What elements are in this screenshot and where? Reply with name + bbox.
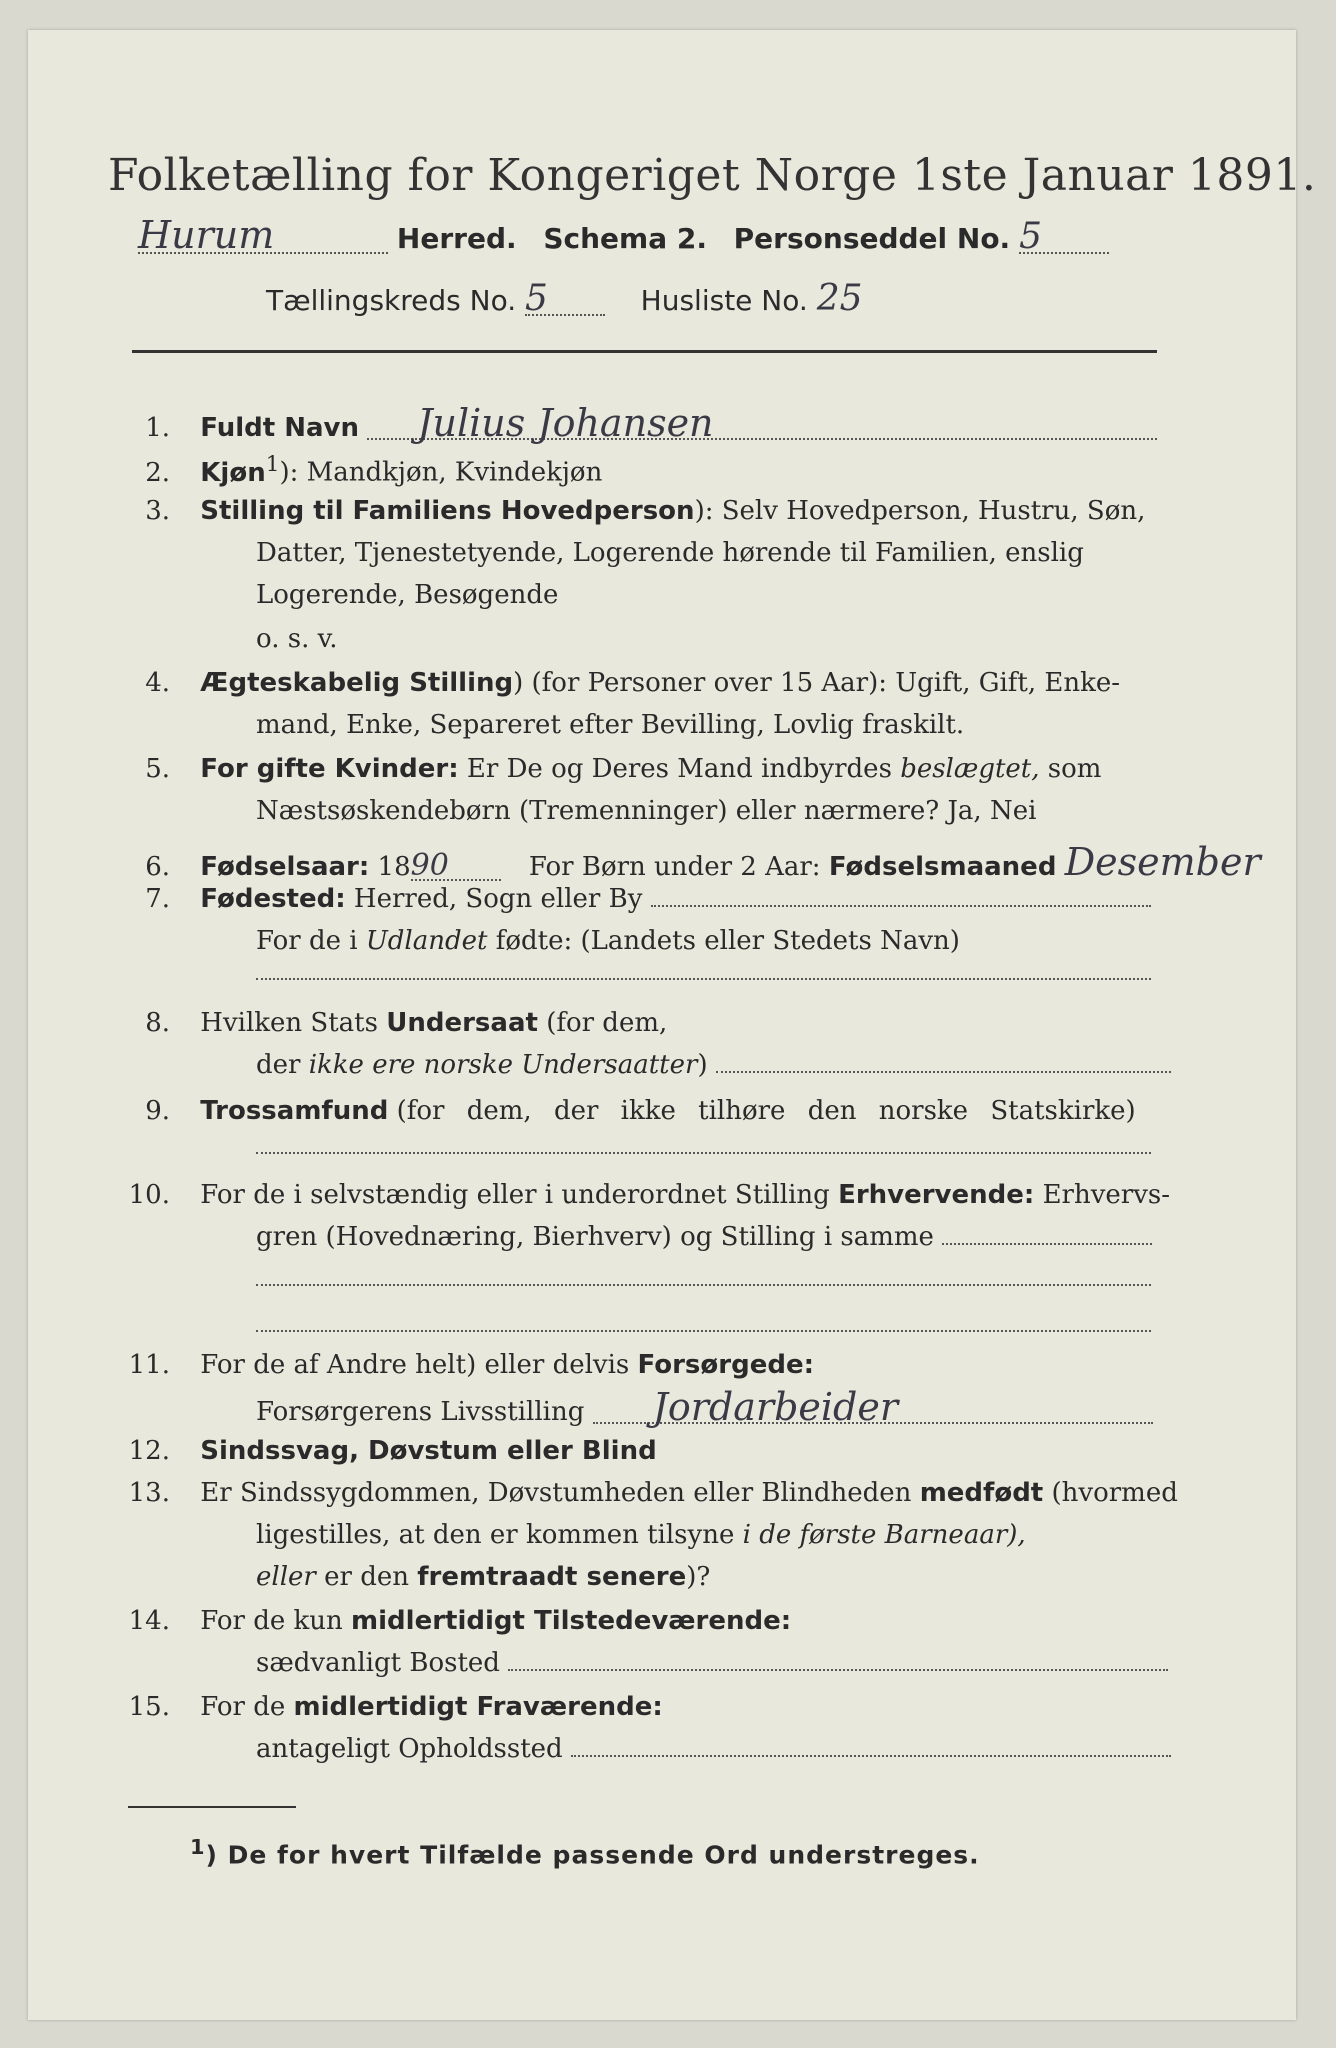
item-14-line-2 bbox=[256, 1648, 1168, 1678]
item-3 bbox=[110, 496, 1145, 526]
birth-year-value: 90 bbox=[411, 853, 501, 881]
birthplace-options: Herred, Sogn eller By bbox=[353, 884, 643, 914]
item-12 bbox=[110, 1436, 657, 1466]
item-number: 13. bbox=[128, 1478, 170, 1508]
kreds-value: 5 bbox=[525, 284, 605, 316]
item-number: 14. bbox=[128, 1606, 170, 1636]
birth-year-label: Fødselsaar: bbox=[200, 852, 370, 882]
item-13-line-2 bbox=[256, 1520, 1026, 1550]
presumed-residence-line bbox=[571, 1755, 1171, 1757]
abroad-answer-line bbox=[256, 978, 1151, 980]
birth-month-intro: For Børn under 2 Aar: bbox=[528, 852, 821, 882]
supported-text-mid: ) eller delvis bbox=[466, 1350, 630, 1380]
supported-label: Forsørgede: bbox=[637, 1350, 814, 1380]
header-rule bbox=[132, 350, 1157, 353]
form-title: Folketælling for Kongeriget Norge 1ste Januar 1891. bbox=[108, 150, 1317, 201]
birthplace-label: Fødested: bbox=[200, 884, 346, 914]
congenital-text-2: ligestilles, at den er kommen tilsyne bbox=[256, 1520, 735, 1550]
item-11 bbox=[110, 1350, 814, 1380]
occupation-line bbox=[942, 1243, 1152, 1245]
sex-options: ): Mandkjøn, Kvindekjøn bbox=[279, 457, 603, 488]
item-10-line-2 bbox=[256, 1222, 1152, 1252]
occupation-answer-line-2 bbox=[256, 1330, 1151, 1332]
congenital-text-end: (hvormed bbox=[1051, 1478, 1178, 1508]
family-position-options-4: o. s. v. bbox=[256, 624, 338, 654]
item-10 bbox=[110, 1180, 1170, 1210]
item-4 bbox=[110, 668, 1120, 698]
provider-occupation-value: Jordarbeider bbox=[593, 1392, 1153, 1424]
footnote-rule bbox=[128, 1806, 296, 1808]
item-7-line-2 bbox=[256, 926, 960, 956]
abroad-text: For de i bbox=[256, 926, 358, 956]
header-line-1 bbox=[138, 213, 1109, 257]
congenital-italic: i de første Barneaar), bbox=[742, 1520, 1026, 1550]
citizenship-text-end: (for dem, bbox=[546, 1008, 668, 1038]
usual-residence-label: sædvanligt Bosted bbox=[256, 1648, 500, 1678]
item-number: 4. bbox=[145, 668, 170, 698]
item-number: 7. bbox=[145, 884, 170, 914]
item-number: 8. bbox=[145, 1008, 170, 1038]
full-name-value: Julius Johansen bbox=[367, 408, 1157, 440]
citizenship-italic: ikke ere norske Undersaatter bbox=[308, 1050, 698, 1080]
married-women-text-2: Næstsøskendebørn (Tremenninger) eller nærmere? Ja, Nei bbox=[256, 796, 1037, 826]
item-13 bbox=[110, 1478, 1178, 1508]
item-11-line-2 bbox=[256, 1385, 1153, 1429]
congenital-text-3: er den bbox=[324, 1562, 409, 1592]
item-number: 6. bbox=[145, 852, 170, 882]
citizenship-label: Undersaat bbox=[386, 1008, 538, 1038]
item-1 bbox=[110, 401, 1157, 445]
item-number: 2. bbox=[145, 457, 170, 488]
item-number: 11. bbox=[128, 1350, 170, 1380]
disability-label: Sindssvag, Døvstum eller Blind bbox=[200, 1436, 657, 1466]
header-line-2 bbox=[266, 278, 863, 319]
birthplace-line bbox=[651, 905, 1151, 907]
footnote-text: ) De for hvert Tilfælde passende Ord understreges. bbox=[205, 1840, 980, 1870]
temporary-absent-text: For de bbox=[200, 1692, 286, 1722]
congenital-italic-2: eller bbox=[256, 1562, 316, 1592]
herred-label: Herred. bbox=[396, 222, 517, 255]
item-8 bbox=[110, 1008, 667, 1038]
item-7 bbox=[110, 884, 1151, 914]
item-15 bbox=[110, 1692, 663, 1722]
citizenship-line bbox=[716, 1071, 1171, 1073]
congenital-text: Er Sindssygdommen, Døvstumheden eller Blindheden bbox=[200, 1478, 912, 1508]
family-position-label: Stilling til Familiens Hovedperson bbox=[200, 496, 695, 526]
occupation-text: For de i selvstændig eller i underordnet Stilling bbox=[200, 1180, 830, 1210]
kreds-label: Tællingskreds No. bbox=[266, 284, 517, 317]
family-position-options: ): Selv Hovedperson, Hustru, Søn, bbox=[694, 496, 1146, 526]
footnote-ref: 1 bbox=[265, 452, 280, 477]
item-number: 12. bbox=[128, 1436, 170, 1466]
married-women-text-end: som bbox=[1047, 754, 1102, 784]
herred-value: Hurum bbox=[138, 218, 388, 254]
item-9 bbox=[110, 1096, 1136, 1126]
marital-status-label: Ægteskabelig Stilling bbox=[200, 668, 514, 698]
husliste-value: 25 bbox=[816, 278, 863, 319]
temporary-absent-label: midlertidigt Fraværende: bbox=[293, 1692, 663, 1722]
item-15-line-2 bbox=[256, 1734, 1171, 1764]
temporary-present-text: For de kun bbox=[200, 1606, 343, 1636]
item-number: 9. bbox=[145, 1096, 170, 1126]
marital-status-options-2: mand, Enke, Separeret efter Bevilling, Lovlig fraskilt. bbox=[256, 710, 965, 740]
temporary-present-label: midlertidigt Tilstedeværende: bbox=[351, 1606, 792, 1636]
item-number: 3. bbox=[145, 496, 170, 526]
item-6 bbox=[110, 840, 1261, 884]
congenital-text-end-3: )? bbox=[686, 1562, 711, 1592]
presumed-residence-label: antageligt Opholdssted bbox=[256, 1734, 563, 1764]
item-2 bbox=[110, 452, 602, 488]
full-name-label: Fuldt Navn bbox=[200, 413, 360, 443]
item-number: 5. bbox=[145, 754, 170, 784]
occupation-label: Erhvervende: bbox=[838, 1180, 1035, 1210]
later-onset-label: fremtraadt senere bbox=[417, 1562, 687, 1592]
abroad-text-end: fødte: (Landets eller Stedets Navn) bbox=[495, 926, 960, 956]
family-position-options-3: Logerende, Besøgende bbox=[256, 580, 559, 610]
citizenship-text-2: der bbox=[256, 1050, 301, 1080]
footnote bbox=[190, 1835, 980, 1869]
item-8-line-2: der ikke ere norske Undersaatter) bbox=[256, 1050, 1171, 1080]
occupation-text-end: Erhvervs- bbox=[1042, 1180, 1171, 1210]
birth-month-value: Desember bbox=[1064, 840, 1261, 884]
religion-text: (for dem, der ikke tilhøre den norske Statskirke) bbox=[396, 1096, 1136, 1126]
item-5 bbox=[110, 754, 1101, 784]
personseddel-label: Personseddel No. bbox=[733, 222, 1011, 255]
religion-label: Trossamfund bbox=[200, 1096, 389, 1126]
personseddel-value: 5 bbox=[1019, 222, 1109, 254]
footnote-mark: 1 bbox=[190, 1835, 206, 1859]
married-women-text: Er De og Deres Mand indbyrdes bbox=[466, 754, 892, 784]
item-number: 10. bbox=[128, 1180, 170, 1210]
family-position-options-2: Datter, Tjenestetyende, Logerende hørende til Familien, enslig bbox=[256, 538, 1084, 568]
marital-status-options: ) (for Personer over 15 Aar): Ugift, Gift, Enke- bbox=[513, 668, 1121, 698]
item-number: 15. bbox=[128, 1692, 170, 1722]
married-women-label: For gifte Kvinder: bbox=[200, 754, 459, 784]
citizenship-text: Hvilken Stats bbox=[200, 1008, 378, 1038]
usual-residence-line bbox=[508, 1669, 1168, 1671]
provider-occupation-label: Forsørgerens Livsstilling bbox=[256, 1397, 585, 1427]
item-14 bbox=[110, 1606, 791, 1636]
schema-label: Schema 2. bbox=[543, 222, 707, 255]
birth-year-prefix: 18 bbox=[377, 852, 411, 882]
husliste-label: Husliste No. bbox=[640, 284, 808, 317]
occupation-answer-line-1 bbox=[256, 1284, 1151, 1286]
item-number: 1. bbox=[145, 413, 170, 443]
supported-text: For de af Andre helt bbox=[200, 1350, 467, 1380]
item-13-line-3 bbox=[256, 1562, 710, 1592]
congenital-label: medfødt bbox=[919, 1478, 1044, 1508]
religion-answer-line bbox=[256, 1152, 1151, 1154]
abroad-italic: Udlandet bbox=[365, 926, 488, 956]
married-women-related: beslægtet, bbox=[900, 754, 1040, 784]
birth-month-label: Fødselsmaaned bbox=[828, 852, 1057, 882]
sex-label: Kjøn bbox=[200, 457, 266, 488]
occupation-text-2: gren (Hovednæring, Bierhverv) og Stilling i samme bbox=[256, 1222, 934, 1252]
